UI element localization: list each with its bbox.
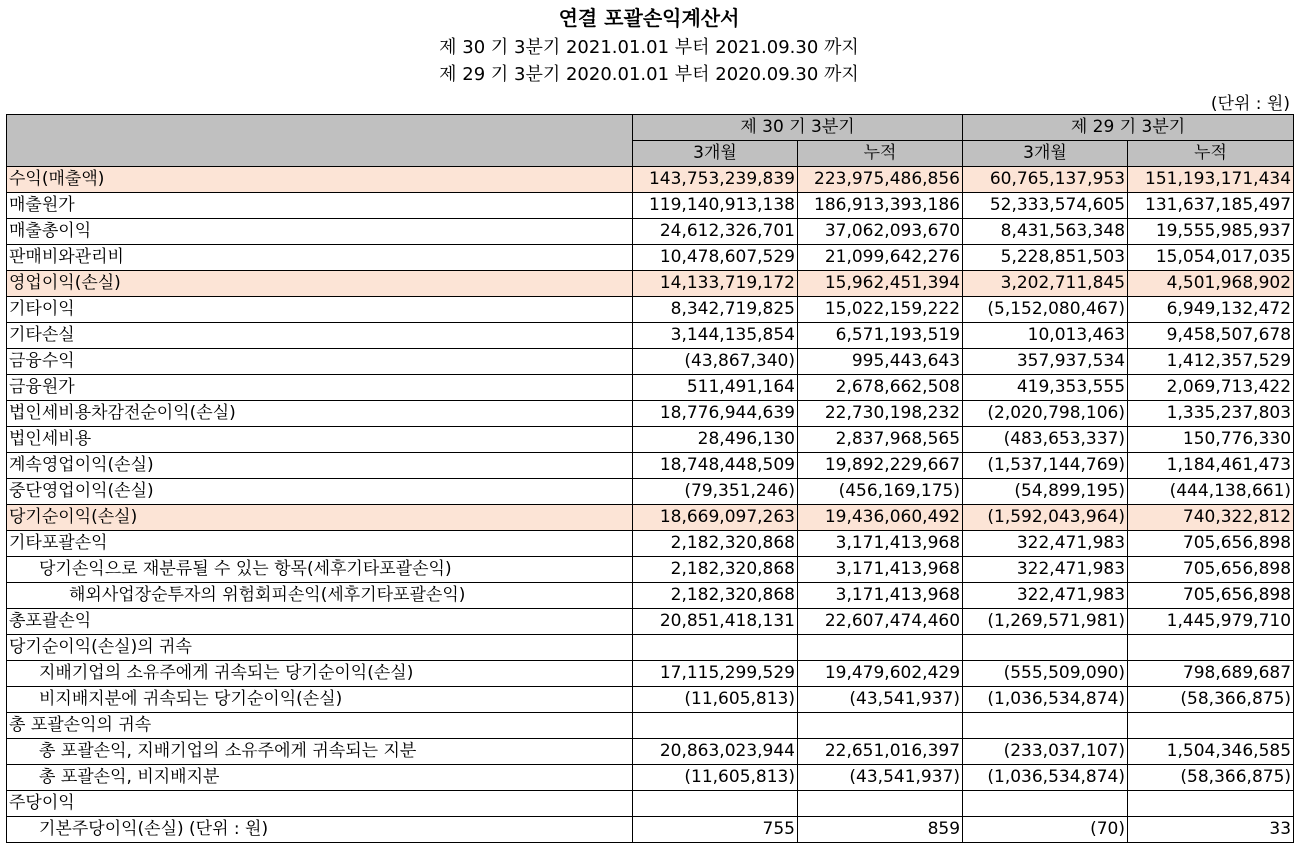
value-cell: 119,140,913,138 (633, 193, 798, 219)
table-row (7, 791, 1294, 817)
table-row (7, 817, 1294, 843)
value-cell: 14,133,719,172 (633, 271, 798, 297)
value-cell: (1,592,043,964) (963, 505, 1128, 531)
table-row (7, 557, 1294, 583)
value-cell: 322,471,983 (963, 557, 1128, 583)
value-cell (1128, 713, 1294, 739)
value-cell: 52,333,574,605 (963, 193, 1128, 219)
value-cell: (5,152,080,467) (963, 297, 1128, 323)
value-cell: (54,899,195) (963, 479, 1128, 505)
table-row (7, 297, 1294, 323)
value-cell (1128, 635, 1294, 661)
value-cell: 3,171,413,968 (798, 531, 963, 557)
table-row (7, 219, 1294, 245)
row-label: 판매비와관리비 (7, 245, 633, 271)
value-cell: 2,678,662,508 (798, 375, 963, 401)
row-label: 금융수익 (7, 349, 633, 375)
value-cell: 17,115,299,529 (633, 661, 798, 687)
row-label: 법인세비용차감전순이익(손실) (7, 401, 633, 427)
period-current: 제 30 기 3분기 2021.01.01 부터 2021.09.30 까지 (439, 37, 859, 58)
row-label: 중단영업이익(손실) (7, 479, 633, 505)
value-cell: 8,342,719,825 (633, 297, 798, 323)
value-cell: (1,036,534,874) (963, 765, 1128, 791)
table-row (7, 193, 1294, 219)
table-body (7, 167, 1294, 843)
value-cell: (43,541,937) (798, 765, 963, 791)
row-label: 기타손실 (7, 323, 633, 349)
row-label: 법인세비용 (7, 427, 633, 453)
value-cell: 995,443,643 (798, 349, 963, 375)
table-row (7, 739, 1294, 765)
value-cell: 18,748,448,509 (633, 453, 798, 479)
value-cell: 15,962,451,394 (798, 271, 963, 297)
table-row (7, 245, 1294, 271)
value-cell: 511,491,164 (633, 375, 798, 401)
value-cell: 21,099,642,276 (798, 245, 963, 271)
value-cell: 19,555,985,937 (1128, 219, 1294, 245)
value-cell: 22,730,198,232 (798, 401, 963, 427)
value-cell: (43,867,340) (633, 349, 798, 375)
header-row-periods (7, 115, 1294, 141)
value-cell: 60,765,137,953 (963, 167, 1128, 193)
table-row (7, 453, 1294, 479)
value-cell: (58,366,875) (1128, 687, 1294, 713)
value-cell: 755 (633, 817, 798, 843)
value-cell: 3,171,413,968 (798, 583, 963, 609)
value-cell: 705,656,898 (1128, 531, 1294, 557)
row-label: 금융원가 (7, 375, 633, 401)
row-label: 지배기업의 소유주에게 귀속되는 당기순이익(손실) (7, 661, 633, 687)
value-cell: 15,054,017,035 (1128, 245, 1294, 271)
value-cell: 3,144,135,854 (633, 323, 798, 349)
table-row (7, 661, 1294, 687)
row-label: 총 포괄손익, 지배기업의 소유주에게 귀속되는 지분 (7, 739, 633, 765)
value-cell: (1,269,571,981) (963, 609, 1128, 635)
table-row (7, 167, 1294, 193)
header-period-current: 제 30 기 3분기 (633, 115, 963, 141)
value-cell: 22,651,016,397 (798, 739, 963, 765)
header-3months: 3개월 (633, 141, 798, 167)
row-label: 매출원가 (7, 193, 633, 219)
table-row (7, 375, 1294, 401)
value-cell: (1,537,144,769) (963, 453, 1128, 479)
row-label: 수익(매출액) (7, 167, 633, 193)
table-row (7, 713, 1294, 739)
value-cell: (11,605,813) (633, 687, 798, 713)
value-cell: 1,412,357,529 (1128, 349, 1294, 375)
row-label: 해외사업장순투자의 위험회피손익(세후기타포괄손익) (7, 583, 633, 609)
value-cell: (483,653,337) (963, 427, 1128, 453)
value-cell: 1,504,346,585 (1128, 739, 1294, 765)
value-cell: 9,458,507,678 (1128, 323, 1294, 349)
table-row (7, 271, 1294, 297)
value-cell: 322,471,983 (963, 583, 1128, 609)
table-row (7, 349, 1294, 375)
row-label: 당기순이익(손실) (7, 505, 633, 531)
row-label: 기타이익 (7, 297, 633, 323)
table-row (7, 323, 1294, 349)
document-title: 연결 포괄손익계산서 (558, 6, 740, 30)
row-label: 계속영업이익(손실) (7, 453, 633, 479)
table-row (7, 401, 1294, 427)
value-cell: (233,037,107) (963, 739, 1128, 765)
value-cell: 24,612,326,701 (633, 219, 798, 245)
value-cell: 18,669,097,263 (633, 505, 798, 531)
value-cell: 20,851,418,131 (633, 609, 798, 635)
value-cell: 6,571,193,519 (798, 323, 963, 349)
value-cell: 3,202,711,845 (963, 271, 1128, 297)
value-cell: 28,496,130 (633, 427, 798, 453)
value-cell: 1,445,979,710 (1128, 609, 1294, 635)
header-period-previous: 제 29 기 3분기 (963, 115, 1294, 141)
value-cell (633, 713, 798, 739)
value-cell: 19,892,229,667 (798, 453, 963, 479)
value-cell: 10,013,463 (963, 323, 1128, 349)
value-cell (633, 635, 798, 661)
value-cell (963, 635, 1128, 661)
value-cell: (70) (963, 817, 1128, 843)
row-label: 총 포괄손익의 귀속 (7, 713, 633, 739)
income-statement-table (6, 114, 1294, 843)
value-cell: 1,335,237,803 (1128, 401, 1294, 427)
value-cell: (79,351,246) (633, 479, 798, 505)
value-cell (963, 791, 1128, 817)
value-cell: 33 (1128, 817, 1294, 843)
row-label: 기본주당이익(손실) (단위 : 원) (7, 817, 633, 843)
value-cell: 798,689,687 (1128, 661, 1294, 687)
value-cell: (444,138,661) (1128, 479, 1294, 505)
value-cell: 705,656,898 (1128, 557, 1294, 583)
header-cumulative: 누적 (798, 141, 963, 167)
value-cell: 2,837,968,565 (798, 427, 963, 453)
value-cell: 2,182,320,868 (633, 557, 798, 583)
value-cell (798, 791, 963, 817)
value-cell: 8,431,563,348 (963, 219, 1128, 245)
period-previous: 제 29 기 3분기 2020.01.01 부터 2020.09.30 까지 (439, 64, 859, 85)
value-cell: 223,975,486,856 (798, 167, 963, 193)
value-cell: (2,020,798,106) (963, 401, 1128, 427)
value-cell (633, 791, 798, 817)
table-row (7, 609, 1294, 635)
value-cell: 15,022,159,222 (798, 297, 963, 323)
value-cell: 18,776,944,639 (633, 401, 798, 427)
row-label: 총포괄손익 (7, 609, 633, 635)
row-label: 영업이익(손실) (7, 271, 633, 297)
table-row (7, 765, 1294, 791)
value-cell: 4,501,968,902 (1128, 271, 1294, 297)
value-cell: 20,863,023,944 (633, 739, 798, 765)
table-row (7, 635, 1294, 661)
table-row (7, 479, 1294, 505)
value-cell: 131,637,185,497 (1128, 193, 1294, 219)
value-cell: (11,605,813) (633, 765, 798, 791)
value-cell: 357,937,534 (963, 349, 1128, 375)
table-row (7, 531, 1294, 557)
value-cell: 5,228,851,503 (963, 245, 1128, 271)
row-label: 기타포괄손익 (7, 531, 633, 557)
table-row (7, 583, 1294, 609)
header-3months: 3개월 (963, 141, 1128, 167)
value-cell: (555,509,090) (963, 661, 1128, 687)
value-cell (1128, 791, 1294, 817)
value-cell: 19,436,060,492 (798, 505, 963, 531)
value-cell: 186,913,393,186 (798, 193, 963, 219)
value-cell: 143,753,239,839 (633, 167, 798, 193)
row-label: 총 포괄손익, 비지배지분 (7, 765, 633, 791)
value-cell: (43,541,937) (798, 687, 963, 713)
value-cell: 2,182,320,868 (633, 583, 798, 609)
value-cell: 322,471,983 (963, 531, 1128, 557)
value-cell: 22,607,474,460 (798, 609, 963, 635)
value-cell: 37,062,093,670 (798, 219, 963, 245)
value-cell: 859 (798, 817, 963, 843)
row-label: 당기순이익(손실)의 귀속 (7, 635, 633, 661)
value-cell: 10,478,607,529 (633, 245, 798, 271)
value-cell (798, 713, 963, 739)
value-cell: 2,069,713,422 (1128, 375, 1294, 401)
row-label: 비지배지분에 귀속되는 당기순이익(손실) (7, 687, 633, 713)
value-cell (963, 713, 1128, 739)
value-cell: 6,949,132,472 (1128, 297, 1294, 323)
value-cell: 151,193,171,434 (1128, 167, 1294, 193)
table-row (7, 687, 1294, 713)
value-cell: (1,036,534,874) (963, 687, 1128, 713)
header-label-cell (7, 115, 633, 167)
value-cell: (58,366,875) (1128, 765, 1294, 791)
row-label: 당기손익으로 재분류될 수 있는 항목(세후기타포괄손익) (7, 557, 633, 583)
value-cell (798, 635, 963, 661)
value-cell: 150,776,330 (1128, 427, 1294, 453)
value-cell: 3,171,413,968 (798, 557, 963, 583)
table-row (7, 427, 1294, 453)
value-cell: 419,353,555 (963, 375, 1128, 401)
value-cell: 705,656,898 (1128, 583, 1294, 609)
value-cell: 19,479,602,429 (798, 661, 963, 687)
value-cell: (456,169,175) (798, 479, 963, 505)
value-cell: 1,184,461,473 (1128, 453, 1294, 479)
row-label: 주당이익 (7, 791, 633, 817)
unit-label: (단위 : 원) (1210, 94, 1290, 114)
value-cell: 740,322,812 (1128, 505, 1294, 531)
header-cumulative: 누적 (1128, 141, 1294, 167)
value-cell: 2,182,320,868 (633, 531, 798, 557)
table-row (7, 505, 1294, 531)
row-label: 매출총이익 (7, 219, 633, 245)
